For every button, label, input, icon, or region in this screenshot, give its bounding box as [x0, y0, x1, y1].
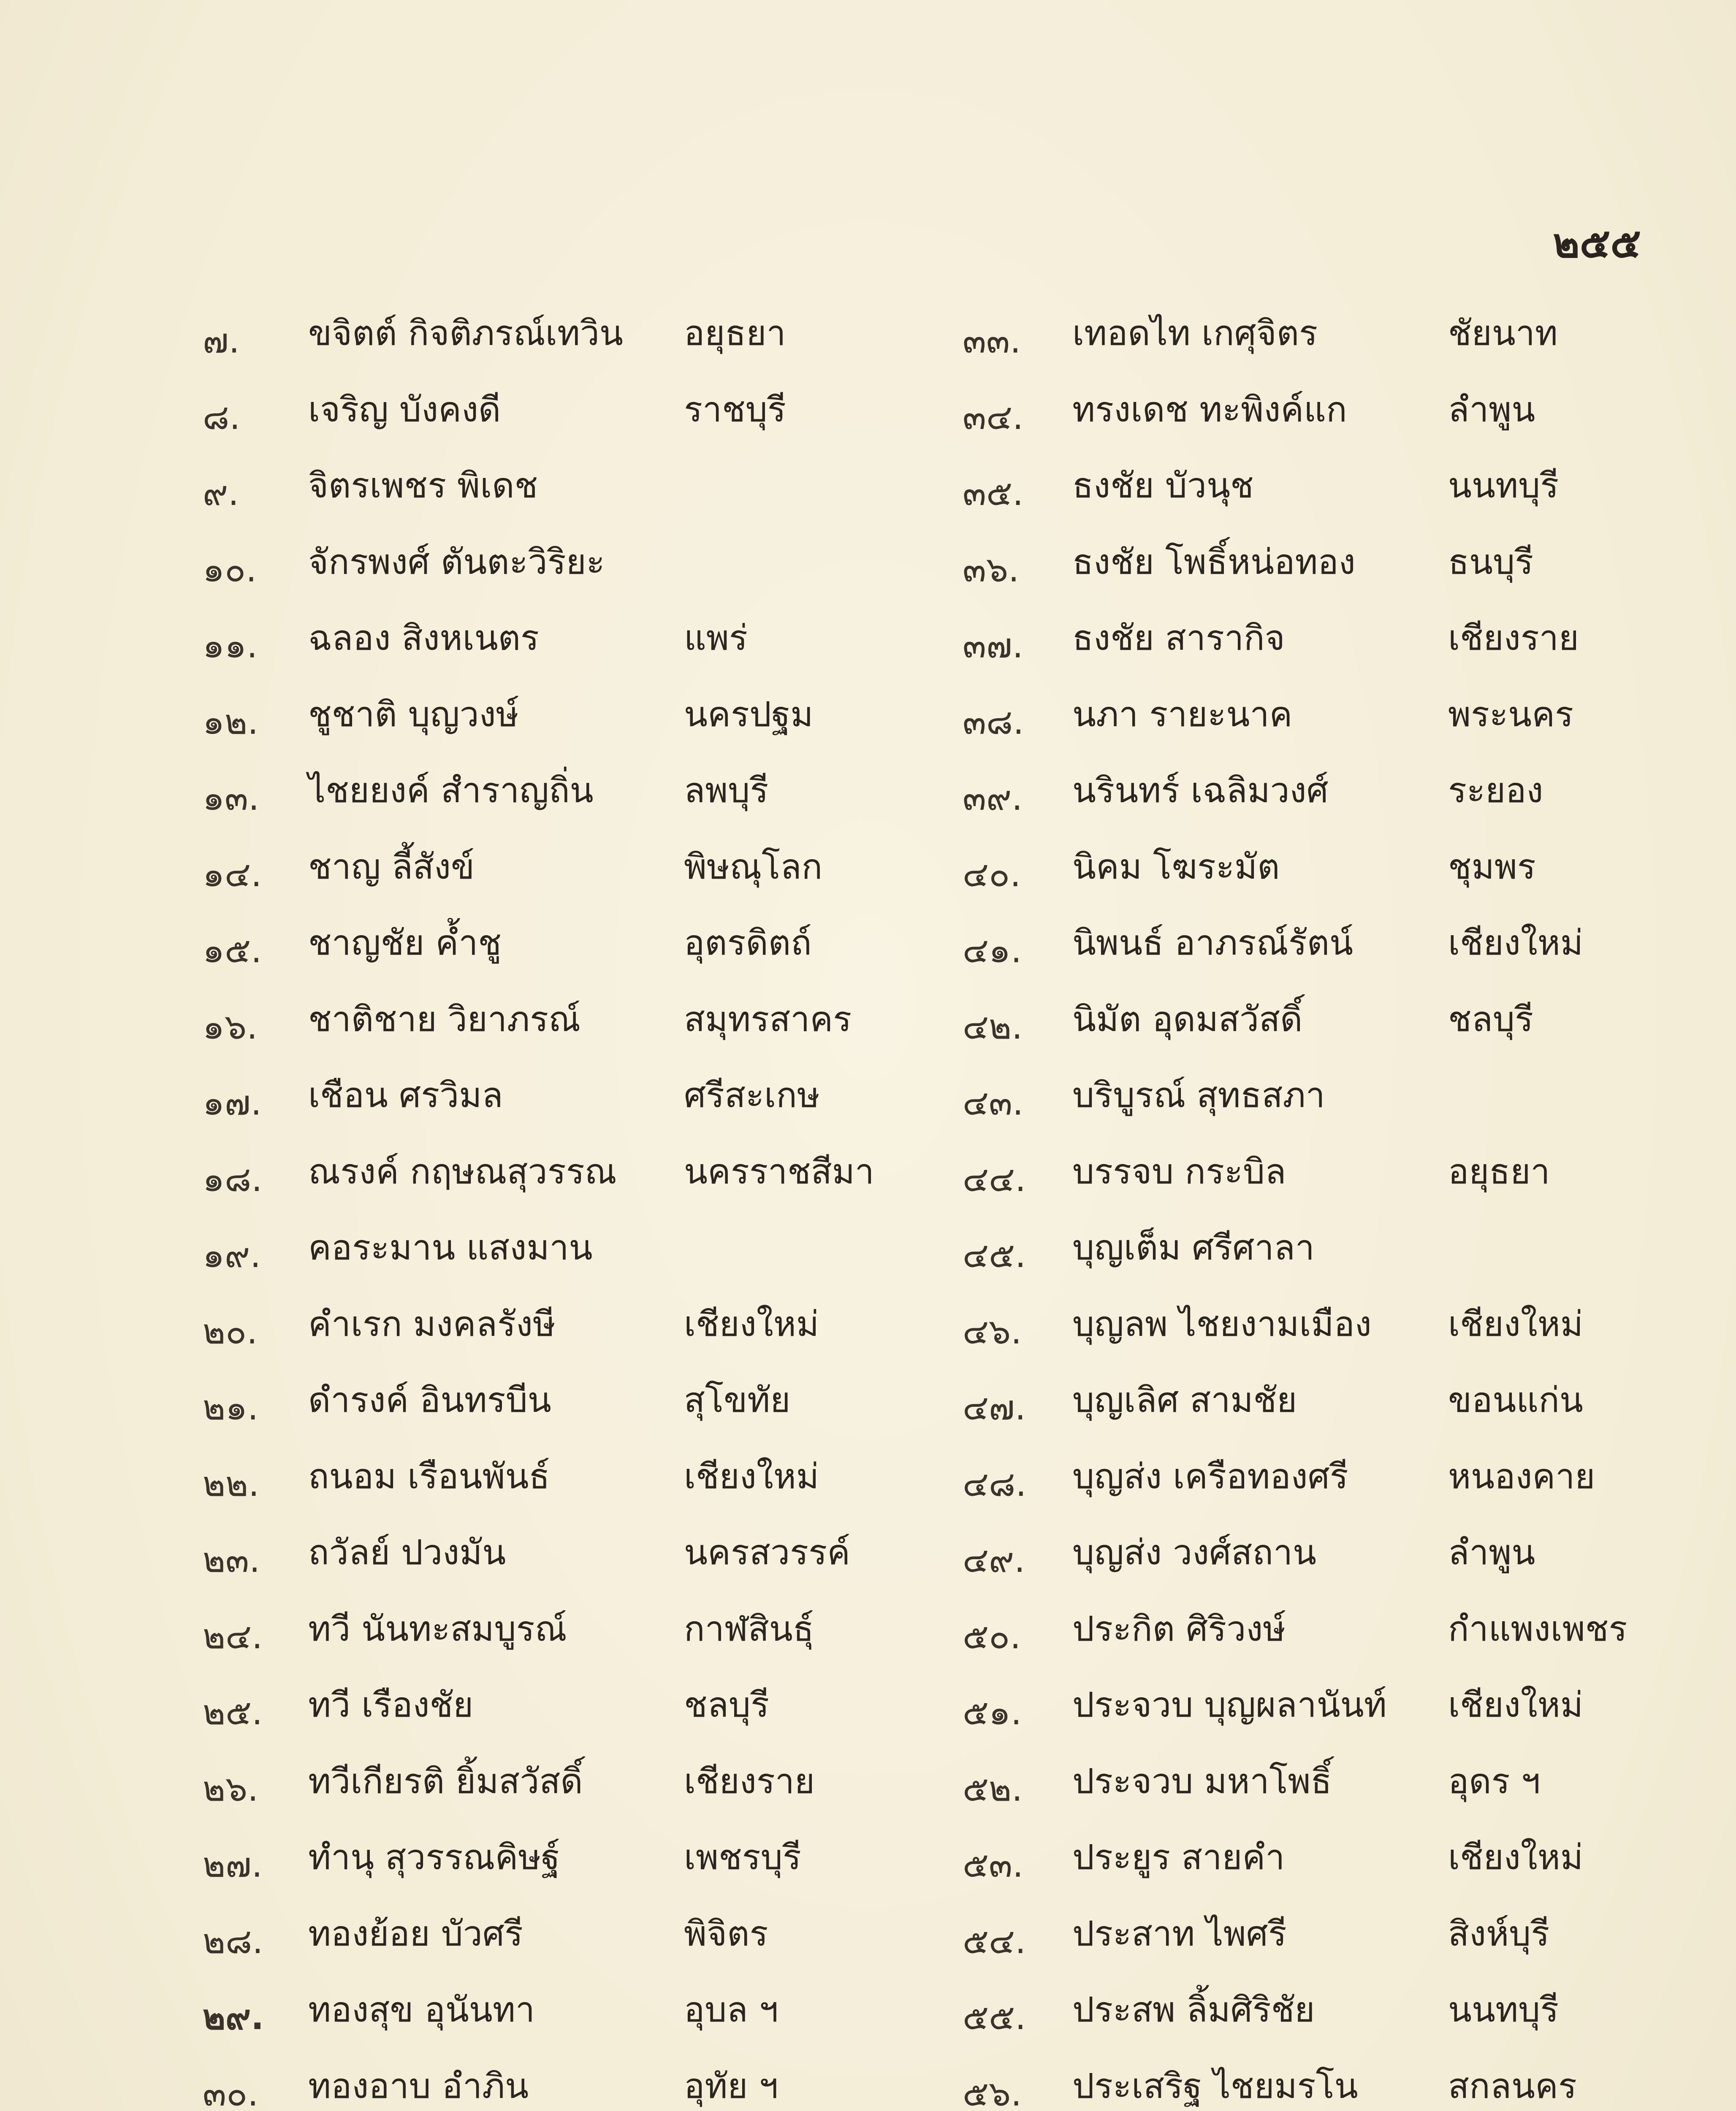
entry-name: ณรงค์ กฤษณสุวรรณ [308, 1151, 617, 1192]
entry-number: ๒๖. [203, 1769, 259, 1809]
entry-province: สุโขทัย [684, 1380, 791, 1420]
entry-province: ชลบุรี [684, 1685, 769, 1725]
entry-name: ประกิต ศิริวงษ์ [1072, 1609, 1286, 1649]
list-item [963, 765, 1655, 842]
list-item [963, 1604, 1655, 1680]
entry-name: ทำนุ สุวรรณคิษฐ์ [308, 1837, 560, 1878]
entry-name: ธงชัย สารากิจ [1072, 618, 1285, 658]
entry-province: อุดร ฯ [1448, 1761, 1541, 1802]
list-item [203, 1832, 941, 1909]
entry-province: เชียงใหม่ [1448, 1304, 1583, 1344]
entry-name: บรรจบ กระบิล [1072, 1151, 1286, 1192]
list-item [203, 1528, 941, 1604]
entry-number: ๕๖. [963, 2073, 1022, 2111]
entry-province: กำแพงเพชร [1448, 1609, 1628, 1649]
entry-province: เชียงใหม่ [1448, 923, 1583, 963]
list-item [963, 1452, 1655, 1528]
entry-province: อุบล ฯ [684, 1990, 778, 2030]
list-item [963, 1299, 1655, 1376]
list-item [203, 1452, 941, 1528]
list-item [963, 1756, 1655, 1833]
left-name-column [203, 308, 941, 2111]
entry-province: พิษณุโลก [684, 847, 823, 887]
list-item [203, 1375, 941, 1452]
entry-number: ๗. [203, 321, 240, 361]
entry-name: จิตรเพชร พิเดช [308, 466, 538, 506]
entry-number: ๒๔. [203, 1616, 263, 1657]
entry-province: ระยอง [1448, 771, 1543, 811]
entry-province: หนองคาย [1448, 1456, 1595, 1497]
entry-number: ๕๕. [963, 1997, 1026, 2038]
entry-province: เชียงราย [684, 1761, 815, 1802]
list-item [963, 689, 1655, 766]
list-item [203, 537, 941, 613]
list-item [203, 765, 941, 842]
entry-number: ๔๓. [963, 1083, 1024, 1123]
entry-province: ชลบุรี [1448, 999, 1533, 1039]
entry-number: ๒๒. [203, 1464, 260, 1504]
list-item [203, 918, 941, 994]
entry-name: ชาญชัย ค้ำชู [308, 923, 502, 963]
list-item [203, 1299, 941, 1376]
entry-name: ถวัลย์ ปวงมัน [308, 1533, 506, 1573]
entry-name: ขจิตต์ กิจติภรณ์เทวิน [308, 313, 623, 353]
list-item [203, 1985, 941, 2061]
entry-province: เชียงใหม่ [684, 1304, 819, 1344]
list-item [963, 613, 1655, 689]
entry-number: ๒๐. [203, 1311, 258, 1352]
list-item [963, 1070, 1655, 1147]
entry-province: พระนคร [1448, 694, 1574, 735]
entry-name: ไชยยงค์ สำราญถิ่น [308, 771, 594, 811]
list-item [203, 461, 941, 537]
entry-province: เชียงใหม่ [1448, 1837, 1583, 1878]
list-item [203, 613, 941, 689]
entry-number: ๒๘. [203, 1921, 263, 1962]
entry-name: นิมัต อุดมสวัสดิ์ [1072, 999, 1303, 1039]
entry-province: ชุมพร [1448, 847, 1536, 887]
entry-name: ธงชัย โพธิ์หน่อทอง [1072, 542, 1356, 582]
entry-number: ๑๗. [203, 1083, 262, 1123]
entry-name: นภา รายะนาค [1072, 694, 1293, 735]
entry-province: อุตรดิตถ์ [684, 923, 812, 963]
list-item [203, 994, 941, 1071]
entry-name: บุญส่ง วงศ์สถาน [1072, 1533, 1317, 1573]
entry-number: ๑๖. [203, 1007, 258, 1047]
list-item [203, 1756, 941, 1833]
entry-number: ๑๑. [203, 626, 258, 666]
entry-province: ลพบุรี [684, 771, 769, 811]
entry-name: ทวี เรืองชัย [308, 1685, 474, 1725]
entry-number: ๓๕. [963, 473, 1024, 513]
list-item [963, 2061, 1655, 2111]
entry-province: ศรีสะเกษ [684, 1075, 820, 1115]
entry-name: ทรงเดช ทะพิงค์แก [1072, 389, 1347, 430]
entry-province: ลำพูน [1448, 389, 1535, 430]
entry-name: ประยูร สายคำ [1072, 1837, 1285, 1878]
entry-number: ๔๙. [963, 1540, 1025, 1580]
entry-number: ๒๕. [203, 1693, 263, 1733]
entry-name: ถนอม เรือนพันธ์ [308, 1456, 550, 1497]
list-item [963, 1147, 1655, 1223]
entry-name: บริบูรณ์ สุทธสภา [1072, 1075, 1325, 1115]
entry-name: เทอดไท เกศุจิตร [1072, 313, 1318, 353]
entry-number: ๓๘. [963, 702, 1024, 742]
list-item [203, 1604, 941, 1680]
list-item [963, 1375, 1655, 1452]
entry-province: อยุธยา [684, 313, 786, 353]
entry-name: นิพนธ์ อาภรณ์รัตน์ [1072, 923, 1354, 963]
list-item [203, 1909, 941, 1985]
entry-number: ๑๐. [203, 549, 257, 590]
list-item [963, 1832, 1655, 1909]
entry-name: ธงชัย บัวนุช [1072, 466, 1254, 506]
list-item [203, 1147, 941, 1223]
entry-number: ๑๒. [203, 702, 259, 742]
entry-number: ๑๓. [203, 778, 260, 818]
entry-number: ๓๙. [963, 778, 1023, 818]
entry-province: เพชรบุรี [684, 1837, 801, 1878]
entry-name: เจริญ บังคงดี [308, 389, 501, 430]
list-item [203, 1680, 941, 1756]
entry-name: ประจวบ บุญผลานันท์ [1072, 1685, 1387, 1725]
entry-name: บุญส่ง เครือทองศรี [1072, 1456, 1348, 1497]
entry-name: คอระมาน แสงมาน [308, 1228, 593, 1268]
page-number: ๒๕๕ [1553, 220, 1641, 267]
entry-name: ทวีเกียรติ ยิ้มสวัสดิ์ [308, 1761, 583, 1802]
list-item [963, 537, 1655, 613]
entry-name: ฉลอง สิงหเนตร [308, 618, 539, 658]
entry-number: ๕๔. [963, 1921, 1026, 1962]
entry-province: ลำพูน [1448, 1533, 1535, 1573]
entry-name: ชาญ ลี้สังข์ [308, 847, 475, 887]
entry-name: ทองสุข อุนันทา [308, 1990, 535, 2030]
entry-number: ๔๗. [963, 1388, 1026, 1428]
entry-number: ๒๓. [203, 1540, 260, 1580]
list-item [963, 842, 1655, 918]
entry-number: ๔๕. [963, 1235, 1026, 1275]
list-item [203, 689, 941, 766]
entry-name: ทองอาบ อำภิน [308, 2066, 529, 2106]
entry-number: ๕๒. [963, 1769, 1023, 1809]
entry-number: ๙. [203, 473, 239, 513]
entry-province: นครราชสีมา [684, 1151, 874, 1192]
entry-province: ชัยนาท [1448, 313, 1558, 353]
entry-province: พิจิตร [684, 1913, 768, 1954]
entry-province: สมุทรสาคร [684, 999, 852, 1039]
entry-province: อยุธยา [1448, 1151, 1550, 1192]
entry-province: ราชบุรี [684, 389, 786, 430]
entry-name: นรินทร์ เฉลิมวงศ์ [1072, 771, 1329, 811]
entry-name: นิคม โฆระมัต [1072, 847, 1280, 887]
entry-name: ชูชาติ บุญวงษ์ [308, 694, 519, 735]
entry-province: ธนบุรี [1448, 542, 1534, 582]
list-item [203, 385, 941, 461]
entry-name: ชาติชาย วิยาภรณ์ [308, 999, 581, 1039]
list-item [203, 308, 941, 385]
entry-province: ขอนแก่น [1448, 1380, 1583, 1420]
list-item [963, 994, 1655, 1071]
entry-name: บุญเลิศ สามชัย [1072, 1380, 1297, 1420]
list-item [963, 1528, 1655, 1604]
entry-number: ๓๓. [963, 321, 1021, 361]
list-item [963, 1680, 1655, 1756]
entry-name: ประสาท ไพศรี [1072, 1913, 1287, 1954]
entry-number: ๓๗. [963, 626, 1023, 666]
entry-number: ๑๔. [203, 854, 262, 895]
list-item [203, 842, 941, 918]
entry-province: นครสวรรค์ [684, 1533, 850, 1573]
entry-number: ๔๖. [963, 1311, 1022, 1352]
entry-name: คำเรก มงคลรังษี [308, 1304, 556, 1344]
entry-number: ๓๔. [963, 397, 1024, 437]
entry-number: ๔๘. [963, 1464, 1027, 1504]
entry-number: ๕๑. [963, 1693, 1022, 1733]
entry-number: ๕๐. [963, 1616, 1021, 1657]
entry-province: แพร่ [684, 618, 748, 658]
entry-province: เชียงใหม่ [1448, 1685, 1583, 1725]
entry-name: ทวี นันทะสมบูรณ์ [308, 1609, 567, 1649]
list-item [203, 1223, 941, 1299]
entry-province: นครปฐม [684, 694, 814, 735]
entry-province: สิงห์บุรี [1448, 1913, 1550, 1954]
list-item [963, 918, 1655, 994]
entry-number: ๑๘. [203, 1159, 263, 1199]
entry-number: ๓๐. [203, 2073, 259, 2111]
entry-province: นนทบุรี [1448, 1990, 1559, 2030]
entry-number: ๑๙. [203, 1235, 261, 1275]
entry-number: ๒๗. [203, 1845, 263, 1885]
entry-number: ๔๔. [963, 1159, 1026, 1199]
list-item [963, 385, 1655, 461]
entry-number: ๑๕. [203, 931, 262, 971]
entry-name: ทองย้อย บัวศรี [308, 1913, 523, 1954]
entry-name: จักรพงศ์ ตันตะวิริยะ [308, 542, 605, 582]
entry-province: นนทบุรี [1448, 466, 1559, 506]
list-item [963, 1985, 1655, 2061]
entry-province: กาฬสินธุ์ [684, 1609, 814, 1649]
entry-name: ประเสริฐ ไชยมรโน [1072, 2066, 1358, 2106]
entry-number: ๕๓. [963, 1845, 1024, 1885]
entry-name: ประจวบ มหาโพธิ์ [1072, 1761, 1332, 1802]
entry-number: ๒๑. [203, 1388, 259, 1428]
list-item [963, 461, 1655, 537]
entry-number: ๒๙. [203, 1997, 264, 2038]
entry-name: บุญเต็ม ศรีศาลา [1072, 1228, 1315, 1268]
list-item [963, 1909, 1655, 1985]
entry-name: เชือน ศรวิมล [308, 1075, 503, 1115]
entry-name: ดำรงค์ อินทรบีน [308, 1380, 551, 1420]
list-item [203, 2061, 941, 2111]
entry-province: สกลนคร [1448, 2066, 1577, 2106]
entry-number: ๓๖. [963, 549, 1020, 590]
entry-province: อุทัย ฯ [684, 2066, 778, 2106]
entry-province: เชียงใหม่ [684, 1456, 819, 1497]
entry-number: ๔๐. [963, 854, 1021, 895]
right-name-column [963, 308, 1655, 2111]
entry-name: ประสพ ลิ้มศิริชัย [1072, 1990, 1315, 2030]
entry-number: ๔๒. [963, 1007, 1023, 1047]
entry-number: ๘. [203, 397, 241, 437]
list-item [963, 308, 1655, 385]
entry-number: ๔๑. [963, 931, 1022, 971]
entry-province: เชียงราย [1448, 618, 1579, 658]
entry-name: บุญลพ ไชยงามเมือง [1072, 1304, 1372, 1344]
list-item [203, 1070, 941, 1147]
list-item [963, 1223, 1655, 1299]
